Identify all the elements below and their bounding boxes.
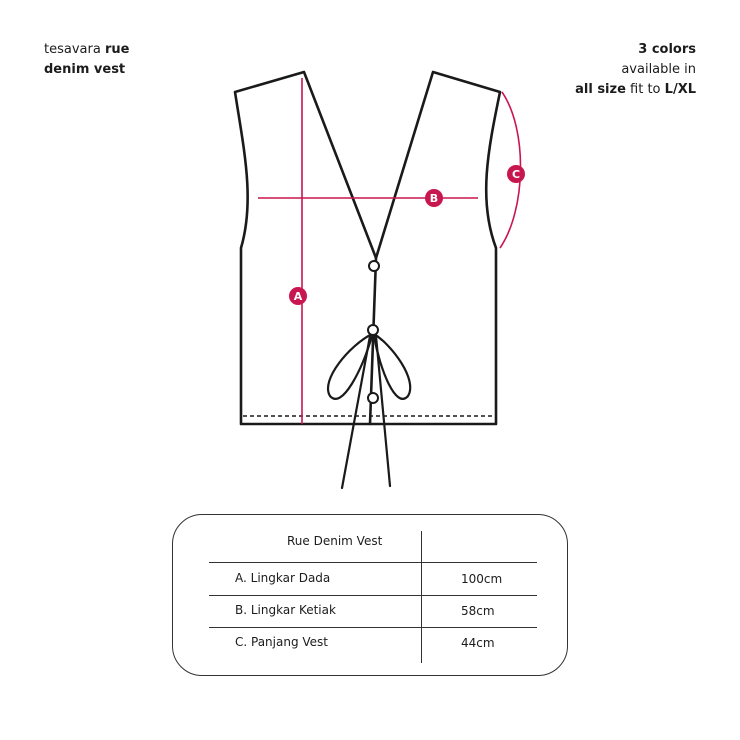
table-title: Rue Denim Vest — [287, 534, 383, 548]
table-divider-row — [209, 595, 537, 596]
tie-bow — [328, 334, 410, 488]
row-label-armhole: B. Lingkar Ketiak — [235, 603, 336, 617]
button-bottom — [368, 393, 378, 403]
size-table — [172, 514, 568, 676]
measurement-lines — [258, 78, 521, 424]
size-range: L/XL — [664, 82, 696, 97]
brand-prefix: tesavara — [44, 42, 101, 57]
table-divider-vertical — [421, 531, 422, 663]
row-value-chest: 100cm — [461, 572, 503, 586]
row-value-length: 44cm — [461, 636, 495, 650]
marker-b-label: B — [429, 192, 439, 205]
table-divider-row — [209, 562, 537, 563]
marker-c-label: C — [511, 168, 521, 181]
button-top — [369, 261, 379, 271]
vest-outline — [235, 72, 500, 424]
color-count: 3 colors — [638, 42, 696, 57]
marker-a — [289, 287, 307, 305]
size-text: all size — [575, 82, 626, 97]
buttons — [368, 261, 379, 403]
table-divider-row — [209, 627, 537, 628]
row-label-length: C. Panjang Vest — [235, 635, 329, 649]
fit-text: fit to — [630, 82, 661, 97]
marker-c — [507, 165, 525, 183]
brand-name: rue — [104, 42, 130, 57]
button-middle — [368, 325, 378, 335]
available-text: available in — [621, 62, 696, 77]
marker-a-label: A — [293, 290, 303, 303]
brand-product: denim vest — [44, 62, 126, 77]
row-label-chest: A. Lingkar Dada — [235, 571, 331, 585]
marker-b — [425, 189, 443, 207]
row-value-armhole: 58cm — [461, 604, 495, 618]
